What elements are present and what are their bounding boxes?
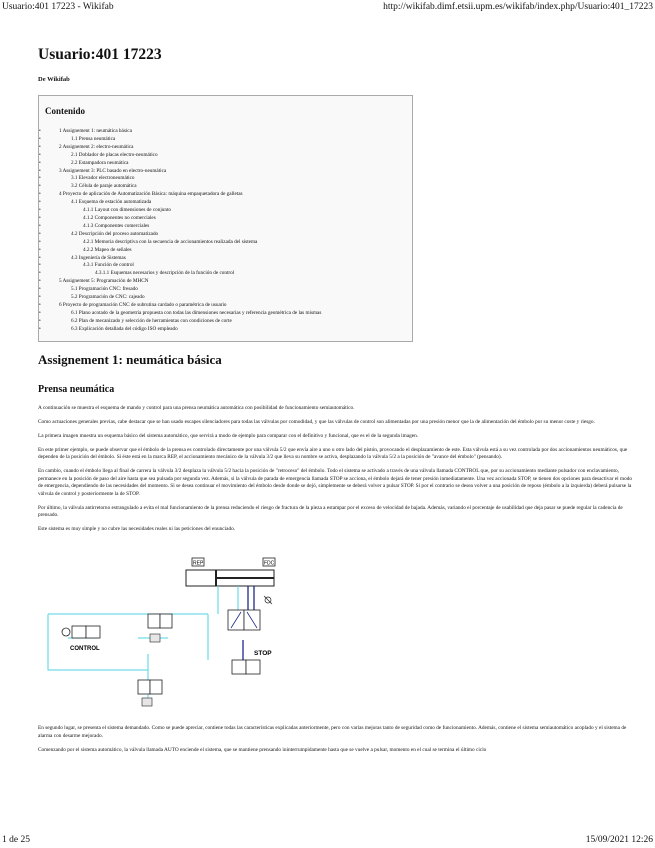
pneumatic-cylinder bbox=[186, 558, 275, 586]
paragraph: A continuación se muestra el esquema de mando y control para una prensa neumática automática con posibilidad de funcionamiento semiautomático. bbox=[38, 404, 355, 411]
pneumatic-circuit-diagram bbox=[38, 550, 368, 712]
page-source: De Wikifab bbox=[38, 76, 70, 83]
fdc-label: FDC bbox=[264, 560, 275, 567]
print-date: 15/09/2021 12:26 bbox=[585, 835, 653, 845]
toc-item[interactable]: • 4.2.2 Mapeo de señales bbox=[44, 247, 412, 255]
toc-item[interactable]: • 6.1 Plano acotado de la geometría propuesta con todas las dimensiones necesarias y referencia geométrica de las mismas bbox=[44, 310, 412, 318]
subsection-heading: Prensa neumática bbox=[38, 383, 115, 395]
paragraph: Este sistema es muy simple y no cubre las necesidades reales ni las peticiones del enunciado. bbox=[38, 526, 236, 533]
page-number: 1 de 25 bbox=[2, 835, 30, 845]
print-header-title: Usuario:401 17223 - Wikifab bbox=[2, 2, 114, 12]
paragraph: Como actuaciones generales previas, cabe destacar que se han usado escapes silenciadores para todas las válvulas por comodidad, y que las válvulas de control son alimentadas por una presión menor que la de alimentación del émbolo por su menor coste y riesgo. bbox=[38, 418, 595, 425]
fdc-valve bbox=[138, 680, 162, 706]
paragraph: En segundo lugar, se presenta el sistema demandado. Como se puede apreciar, contiene todas las características explicadas anteriormente, pero con varias mejoras tanto de seguridad como de funcionamiento. Además, contiene el sistema semiautomático acoplado y el sistema de alarma con desarme mejorado. bbox=[38, 725, 627, 739]
stop-label: STOP bbox=[254, 650, 272, 658]
toc-item[interactable]: • 6.2 Plan de mecanizado y selección de herramientas con condiciones de corte bbox=[44, 318, 412, 326]
toc-item[interactable]: • 4.3.1 Función de control bbox=[44, 262, 412, 270]
browser-print-header bbox=[2, 2, 653, 16]
toc-item[interactable]: • 3.1 Elevador electroneumático bbox=[44, 175, 412, 183]
toc-item[interactable]: • 5.1 Programación CNC: fresado bbox=[44, 286, 412, 294]
toc-item[interactable]: • 2 Assignement 2: electro-neumática bbox=[44, 144, 412, 152]
throttle-check-valve bbox=[264, 596, 272, 604]
stop-valve bbox=[232, 650, 272, 674]
control-label: CONTROL bbox=[70, 646, 100, 653]
toc-item[interactable]: • 1 Assignement 1: neumática básica bbox=[44, 128, 412, 136]
toc-item[interactable]: • 4.2.1 Memoria descriptiva con la secuencia de accionamientos realizada del sistema bbox=[44, 239, 412, 247]
toc-item[interactable]: • 6 Proyecto de programación CNC de subrutina cardado o paramétrica de usuario bbox=[44, 302, 412, 310]
toc-item[interactable]: • 2.1 Doblador de placas electro-neumático bbox=[44, 152, 412, 160]
toc-item[interactable]: • 4 Proyecto de aplicación de Automatización Básica: máquina empaquetadora de galletas bbox=[44, 191, 412, 199]
toc-item[interactable]: • 3.2 Célula de paraje automática bbox=[44, 183, 412, 191]
paragraph: Por último, la válvula antirretorno estrangulado a evita el mal funcionamiento de la prensa reduciendo el riesgo de fractura de la pieza a estampar por el exceso de velocidad de bajada. Además, variando el porcentaje de usabilidad que deja pasar se puede regular la cadencia de prensado. bbox=[38, 504, 623, 519]
toc-item[interactable]: • 5 Assignement 5: Programación de MHCN bbox=[44, 278, 412, 286]
page-content bbox=[38, 40, 638, 761]
toc-title: Contenido bbox=[45, 106, 86, 116]
page-title: Usuario:401 17223 bbox=[38, 46, 162, 63]
paragraph: En cambio, cuando el émbolo llega al final de carrera la válvula 3/2 desplaza la válvula 5/2 hacia la posición de "retroceso" del émbolo. Todo el sistema se activado a través de una válvula llamada CONTROL que, por su accionamiento mediante pulsador con enclavamiento, permanece en la posición de paso del aire hasta que sea pulsada por segunda vez. Además, si la válvula de parada de emergencia llamada STOP se acciona, el émbolo dejará de tener presión inmediatamente. Una vez accionada STOP, se tienen dos opciones para desactivar el modo de emergencia, dependiendo de las necesidades del momento. Si se desea continuar el movimiento del émbolo desde donde se dejó, simplemente se deberá volver a pulsar STOP. Si por el contrario se desea volver a una posición de reposo (émbolo a la izquierda) deberá pulsarse la válvula de control y posteriormente la de STOP. bbox=[38, 468, 633, 497]
toc-item[interactable]: • 4.1 Esquema de estación automatizada bbox=[44, 199, 412, 207]
paragraph: Comenzando por el sistema automático, la válvula llamada AUTO enciende el sistema, que se mantiene prensando ininterrumpidamente hasta que se vuelve a pulsar, momento en el cual se termina el último ciclo bbox=[38, 746, 487, 753]
toc-item[interactable]: • 5.2 Programación de CNC: cajeado bbox=[44, 294, 412, 302]
toc-list bbox=[44, 128, 412, 334]
section-heading: Assignement 1: neumática básica bbox=[38, 351, 222, 367]
toc-item[interactable]: • 4.1.2 Componentes no comerciales bbox=[44, 215, 412, 223]
toc-item[interactable]: • 4.3.1.1 Esquemas necesarios y descripción de la función de control bbox=[44, 270, 412, 278]
toc-item[interactable]: • 2.2 Estampadora neumática bbox=[44, 160, 412, 168]
toc-item[interactable]: • 1.1 Prensa neumática bbox=[44, 136, 412, 144]
toc-item[interactable]: • 4.1.1 Layout con dimensiones de conjunto bbox=[44, 207, 412, 215]
table-of-contents bbox=[38, 95, 413, 342]
toc-item[interactable]: • 4.1.3 Componentes comerciales bbox=[44, 223, 412, 231]
paragraph: En este primer ejemplo, se puede observar que el émbolo de la prensa es controlado directamente por una válvula 5/2 que envía aire a uno u otro lado del pistón, provocando el desplazamiento de este. Esta válvula está a su vez controlada por dos accionamientos neumáticos, que dependen de la posición del émbolo. Si éste está en la marca REP, el accionamiento mecánico de la válvula 3/2 que lleva su nombre se activa, desplazando la válvula 5/2 a la posición de "avance del émbolo" (pensando). bbox=[38, 446, 628, 461]
toc-item[interactable]: • 6.3 Explicación detallada del código ISO empleado bbox=[44, 326, 412, 334]
rep-valve bbox=[148, 614, 172, 642]
paragraph: La primera imagen muestra un esquema básico del sistema automático, que servirá a modo de ejemplo para comparar con el definitivo y funcional, que es el de la segunda imagen. bbox=[38, 432, 419, 439]
toc-item[interactable]: • 4.2 Descripción del proceso automatizado bbox=[44, 231, 412, 239]
toc-item[interactable]: • 4.3 Ingeniería de Sistemas bbox=[44, 255, 412, 263]
control-valve bbox=[62, 626, 100, 652]
browser-print-footer bbox=[2, 833, 653, 845]
main-5-2-valve bbox=[228, 610, 260, 630]
toc-item[interactable]: • 3 Assignement 3: PLC basado en electro-neumática bbox=[44, 168, 412, 176]
rep-label: REP bbox=[193, 560, 204, 567]
print-header-url: http://wikifab.dimf.etsii.upm.es/wikifab/index.php/Usuario:401_17223 bbox=[383, 2, 653, 12]
